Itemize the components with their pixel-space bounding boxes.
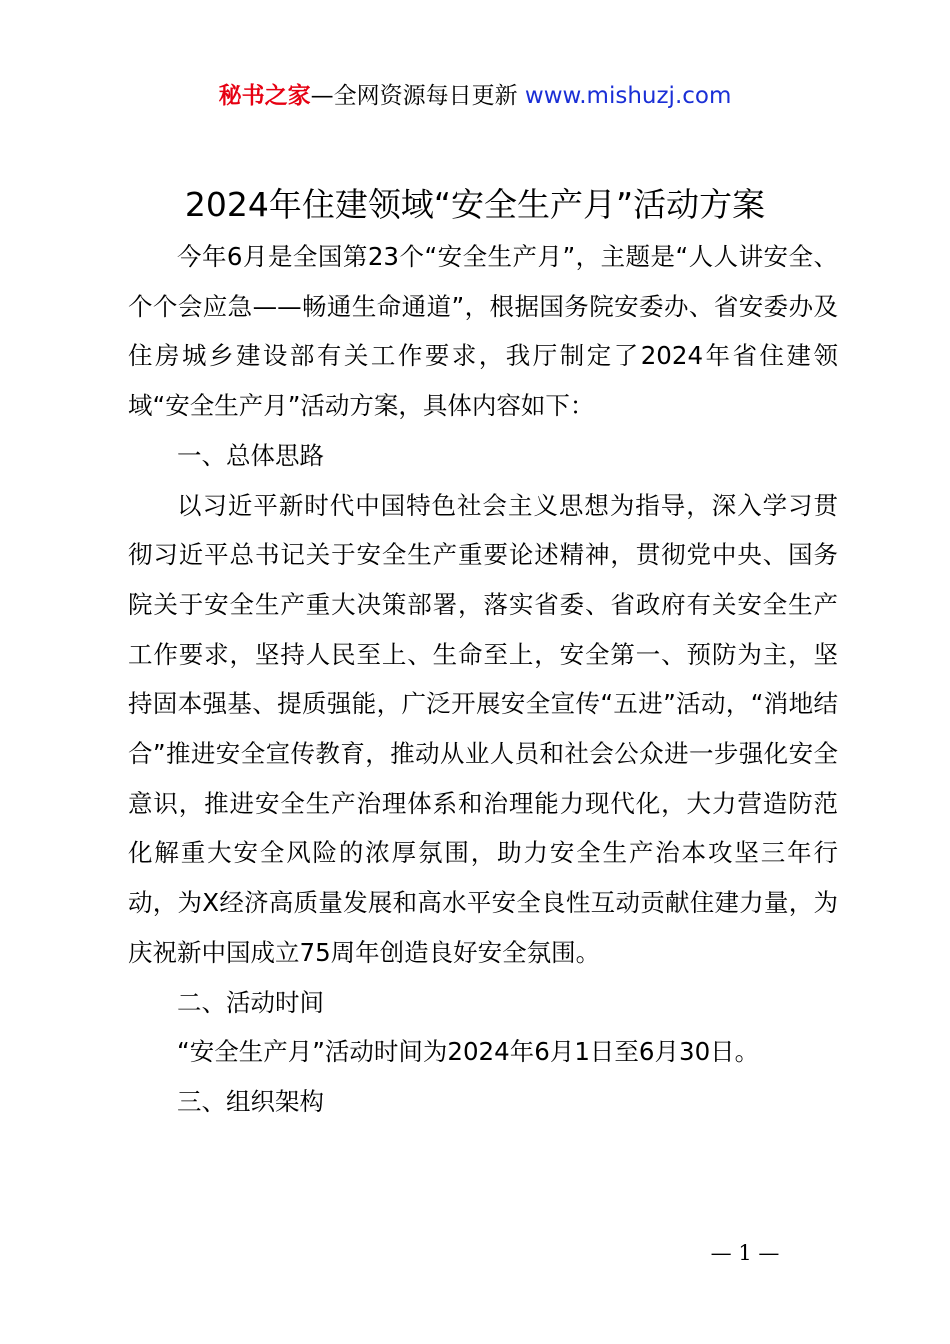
section-heading-overall-approach: 一、总体思路 <box>177 440 324 470</box>
site-header <box>0 80 950 112</box>
document-body <box>128 232 838 1127</box>
section-heading-activity-time: 二、活动时间 <box>177 987 324 1017</box>
site-tagline: —全网资源每日更新 <box>310 83 518 109</box>
section-heading-organization: 三、组织架构 <box>177 1086 324 1116</box>
site-brand: 秘书之家 <box>218 83 311 109</box>
page-number: — 1 — <box>710 1241 780 1265</box>
activity-time-paragraph: “安全生产月”活动时间为2024年6月1日至6月30日。 <box>177 1037 760 1067</box>
site-url-link[interactable]: www.mishuzj.com <box>524 83 732 109</box>
document-title: 2024年住建领域“安全生产月”活动方案 <box>184 185 766 224</box>
overall-approach-paragraph: 以习近平新时代中国特色社会主义思想为指导，深入学习贯彻习近平总书记关于安全生产重要论述精神，贯彻党中央、国务院关于安全生产重大决策部署，落实省委、省政府有关安全生产工作要求，坚持人民至上、生命至上，安全第一、预防为主，坚持固本强基、提质强能，广泛开展安全宣传“五进”活动，“消地结合”推进安全宣传教育，推动从业人员和社会公众进一步强化安全意识，推进安全生产治理体系和治理能力现代化，大力营造防范化解重大安全风险的浓厚氛围，助力安全生产治本攻坚三年行动，为X经济高质量发展和高水平安全良性互动贡献住建力量，为庆祝新中国成立75周年创造良好安全氛围。 <box>128 490 838 967</box>
intro-paragraph: 今年6月是全国第23个“安全生产月”，主题是“人人讲安全、个个会应急——畅通生命通道”，根据国务院安委办、省安委办及住房城乡建设部有关工作要求，我厅制定了2024年省住建领域“安全生产月”活动方案，具体内容如下： <box>128 242 838 421</box>
